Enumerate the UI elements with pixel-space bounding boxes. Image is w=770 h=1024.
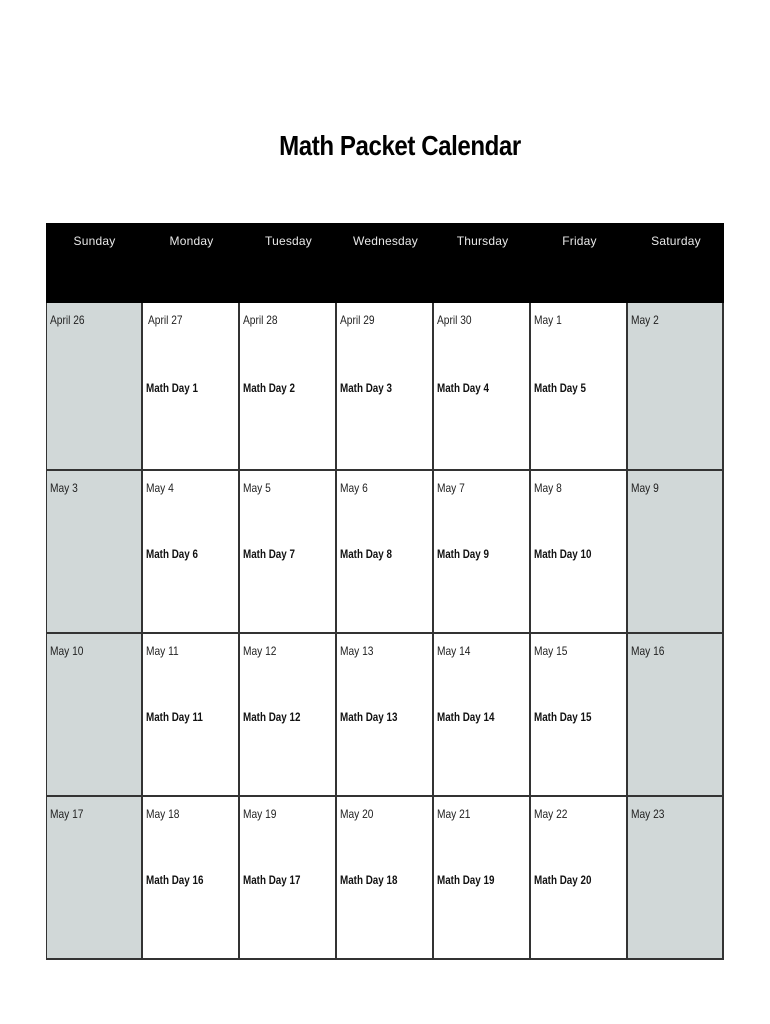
page-title: Math Packet Calendar bbox=[279, 130, 521, 161]
day-header-wednesday: Wednesday bbox=[353, 234, 418, 248]
date-label: May 6 bbox=[340, 481, 368, 495]
date-label: April 26 bbox=[50, 313, 85, 327]
day-header-thursday: Thursday bbox=[456, 234, 509, 248]
day-cell bbox=[240, 634, 337, 797]
task-label: Math Day 17 bbox=[243, 873, 301, 887]
day-cell bbox=[628, 471, 724, 634]
date-label: May 17 bbox=[50, 807, 84, 821]
day-cell bbox=[240, 797, 337, 960]
day-cell bbox=[337, 797, 434, 960]
task-label: Math Day 3 bbox=[340, 381, 392, 395]
day-header-sunday: Sunday bbox=[73, 234, 116, 248]
day-cell bbox=[46, 471, 143, 634]
task-label: Math Day 9 bbox=[437, 547, 489, 561]
date-label: May 15 bbox=[534, 644, 568, 658]
day-cell bbox=[434, 634, 531, 797]
date-label: May 13 bbox=[340, 644, 374, 658]
date-label: May 7 bbox=[437, 481, 465, 495]
day-cell bbox=[434, 471, 531, 634]
day-header-saturday: Saturday bbox=[651, 234, 701, 248]
date-label: April 27 bbox=[148, 313, 183, 327]
task-label: Math Day 8 bbox=[340, 547, 392, 561]
day-cell bbox=[434, 303, 531, 471]
date-label: May 21 bbox=[437, 807, 471, 821]
day-cell bbox=[143, 634, 240, 797]
week-row bbox=[46, 797, 724, 960]
task-label: Math Day 11 bbox=[146, 710, 203, 724]
date-label: May 23 bbox=[631, 807, 665, 821]
day-cell bbox=[46, 303, 143, 471]
date-label: May 2 bbox=[631, 313, 659, 327]
task-label: Math Day 6 bbox=[146, 547, 198, 561]
date-label: May 12 bbox=[243, 644, 277, 658]
day-header-friday: Friday bbox=[562, 234, 597, 248]
date-label: May 11 bbox=[146, 644, 179, 658]
task-label: Math Day 19 bbox=[437, 873, 495, 887]
date-label: May 8 bbox=[534, 481, 562, 495]
date-label: May 14 bbox=[437, 644, 471, 658]
task-label: Math Day 18 bbox=[340, 873, 398, 887]
day-cell bbox=[337, 303, 434, 471]
date-label: April 29 bbox=[340, 313, 375, 327]
date-label: May 9 bbox=[631, 481, 659, 495]
weekday-header-row bbox=[46, 223, 724, 303]
day-cell bbox=[46, 797, 143, 960]
date-label: May 18 bbox=[146, 807, 180, 821]
day-cell bbox=[531, 797, 628, 960]
day-cell bbox=[143, 797, 240, 960]
date-label: May 10 bbox=[50, 644, 84, 658]
task-label: Math Day 4 bbox=[437, 381, 489, 395]
date-label: May 20 bbox=[340, 807, 374, 821]
task-label: Math Day 20 bbox=[534, 873, 592, 887]
day-cell bbox=[531, 634, 628, 797]
week-row bbox=[46, 303, 724, 471]
day-cell bbox=[143, 471, 240, 634]
task-label: Math Day 7 bbox=[243, 547, 295, 561]
day-cell bbox=[628, 634, 724, 797]
day-cell bbox=[143, 303, 240, 471]
date-label: April 28 bbox=[243, 313, 278, 327]
date-label: May 16 bbox=[631, 644, 665, 658]
task-label: Math Day 5 bbox=[534, 381, 586, 395]
date-label: May 1 bbox=[534, 313, 562, 327]
day-header-tuesday: Tuesday bbox=[265, 234, 312, 248]
task-label: Math Day 16 bbox=[146, 873, 204, 887]
task-label: Math Day 15 bbox=[534, 710, 592, 724]
week-row bbox=[46, 634, 724, 797]
day-cell bbox=[531, 471, 628, 634]
day-cell bbox=[434, 797, 531, 960]
date-label: April 30 bbox=[437, 313, 472, 327]
day-cell bbox=[531, 303, 628, 471]
date-label: May 5 bbox=[243, 481, 271, 495]
day-cell bbox=[46, 634, 143, 797]
week-row bbox=[46, 471, 724, 634]
date-label: May 4 bbox=[146, 481, 174, 495]
day-cell bbox=[240, 471, 337, 634]
day-header-monday: Monday bbox=[169, 234, 214, 248]
task-label: Math Day 2 bbox=[243, 381, 295, 395]
day-cell bbox=[628, 797, 724, 960]
task-label: Math Day 14 bbox=[437, 710, 495, 724]
calendar-grid bbox=[46, 223, 724, 960]
date-label: May 22 bbox=[534, 807, 568, 821]
day-cell bbox=[628, 303, 724, 471]
task-label: Math Day 1 bbox=[146, 381, 198, 395]
date-label: May 3 bbox=[50, 481, 78, 495]
day-cell bbox=[240, 303, 337, 471]
day-cell bbox=[337, 471, 434, 634]
day-cell bbox=[337, 634, 434, 797]
task-label: Math Day 10 bbox=[534, 547, 592, 561]
task-label: Math Day 13 bbox=[340, 710, 398, 724]
task-label: Math Day 12 bbox=[243, 710, 301, 724]
date-label: May 19 bbox=[243, 807, 277, 821]
